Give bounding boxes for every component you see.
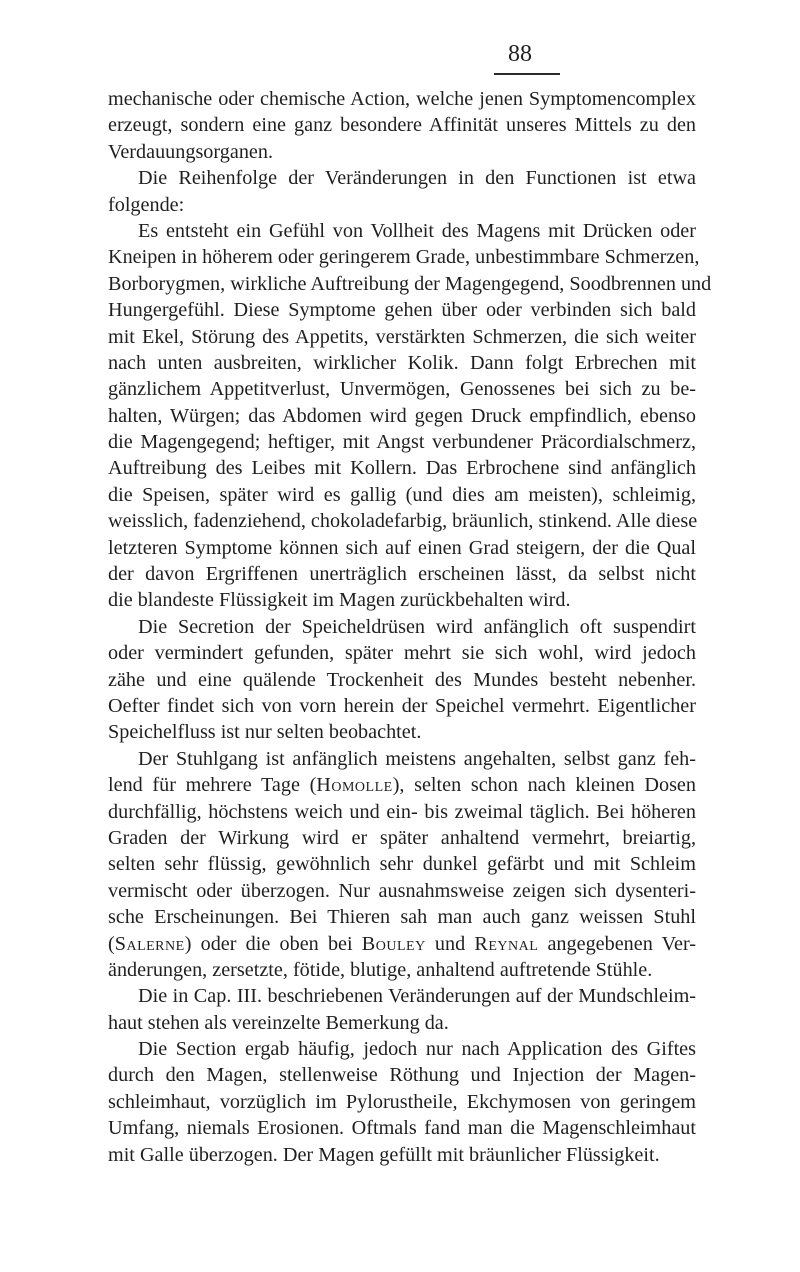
text-line: sche Erscheinungen. Bei Thieren sah man auch ganz weissen Stuhl (108, 906, 696, 929)
text-line: weisslich, fadenziehend, chokoladefarbig, bräunlich, stinkend. Alle diese (108, 510, 698, 533)
text-line: gänzlichem Appetitverlust, Unvermögen, Genossenes bei sich zu be- (108, 378, 696, 401)
page-number: 88 (508, 41, 532, 67)
text-line: Hungergefühl. Diese Symptome gehen über oder verbinden sich bald (108, 299, 696, 322)
text-line: Speichelfluss ist nur selten beobachtet. (108, 721, 422, 744)
text-line: Die Section ergab häufig, jedoch nur nach Application des Giftes (138, 1038, 696, 1061)
author-name: Salerne (114, 932, 185, 955)
text-line: Die in Cap. III. beschriebenen Veränderungen auf der Mundschleim- (138, 985, 696, 1008)
text-line: Verdauungsorganen. (108, 140, 274, 163)
text-line: lend für mehrere Tage (Homolle), selten schon nach kleinen Dosen (108, 774, 696, 797)
text-line: Der Stuhlgang ist anfänglich meistens angehalten, selbst ganz feh- (138, 747, 696, 770)
author-name: Bouley (361, 932, 426, 955)
text-line: durch den Magen, stellenweise Röthung und Injection der Magen- (108, 1064, 696, 1087)
text-line: Umfang, niemals Erosionen. Oftmals fand man die Magenschleimhaut (108, 1117, 696, 1140)
text-line: die Speisen, später wird es gallig (und dies am meisten), schleimig, (108, 483, 696, 506)
text-line: Die Reihenfolge der Veränderungen in den Functionen ist etwa (138, 167, 696, 190)
text-line: der davon Ergriffenen unerträglich erscheinen lässt, da selbst nicht (108, 563, 696, 586)
text-line: zähe und eine quälende Trockenheit des Mundes besteht nebenher. (108, 668, 696, 691)
text-line: schleimhaut, vorzüglich im Pylorustheile, Ekchymosen von geringem (108, 1090, 696, 1113)
text-line: erzeugt, sondern eine ganz besondere Affinität unseres Mittels zu den (108, 114, 696, 137)
text-line: mechanische oder chemische Action, welche jenen Symptomencomplex (108, 88, 696, 110)
text-line: nach unten ausbreiten, wirklicher Kolik. Dann folgt Erbrechen mit (108, 351, 696, 374)
text-line: änderungen, zersetzte, fötide, blutige, anhaltend auftretende Stühle. (108, 958, 653, 981)
text-line: haut stehen als vereinzelte Bemerkung da. (108, 1011, 449, 1034)
text-line: vermischt oder überzogen. Nur ausnahmsweise zeigen sich dysenteri- (108, 879, 696, 902)
text-line: selten sehr flüssig, gewöhnlich sehr dunkel gefärbt und mit Schleim (108, 853, 696, 876)
text-line: durchfällig, höchstens weich und ein- bis zweimal täglich. Bei höheren (108, 800, 696, 823)
text-line: die blandeste Flüssigkeit im Magen zurückbehalten wird. (108, 589, 571, 612)
text-line: folgende: (108, 193, 185, 216)
text-line: letzteren Symptome können sich auf einen Grad steigern, der die Qual (108, 536, 696, 559)
text-line: mit Ekel, Störung des Appetits, verstärkten Schmerzen, die sich weiter (108, 325, 696, 348)
text-line: Die Secretion der Speicheldrüsen wird anfänglich oft suspendirt (138, 615, 696, 638)
text-line: (Salerne) oder die oben bei Bouley und Reynal angegebenen Ver- (108, 932, 696, 955)
text-line: Auftreibung des Leibes mit Kollern. Das Erbrochene sind anfänglich (108, 457, 696, 480)
text-line: Graden der Wirkung wird er später anhaltend vermehrt, breiartig, (108, 826, 696, 849)
text-line: oder vermindert gefunden, später mehrt sie sich wohl, wird jedoch (108, 642, 696, 665)
text-line: Oefter findet sich von vorn herein der Speichel vermehrt. Eigentlicher (108, 694, 696, 717)
text-line: Es entsteht ein Gefühl von Vollheit des Magens mit Drücken oder (138, 219, 696, 242)
text-line: die Magengegend; heftiger, mit Angst verbundener Präcordialschmerz, (108, 431, 696, 454)
body-text (108, 86, 712, 1168)
text-line: Borborygmen, wirkliche Auftreibung der Magengegend, Soodbrennen und (108, 272, 712, 295)
author-name: Homolle (316, 774, 393, 797)
text-line: Kneipen in höherem oder geringerem Grade, unbestimmbare Schmerzen, (108, 246, 700, 269)
text-line: halten, Würgen; das Abdomen wird gegen Druck empfindlich, ebenso (108, 404, 696, 427)
author-name: Reynal (474, 932, 539, 955)
page-number-underline (494, 73, 560, 75)
text-line: mit Galle überzogen. Der Magen gefüllt mit bräunlicher Flüssigkeit. (108, 1143, 660, 1166)
